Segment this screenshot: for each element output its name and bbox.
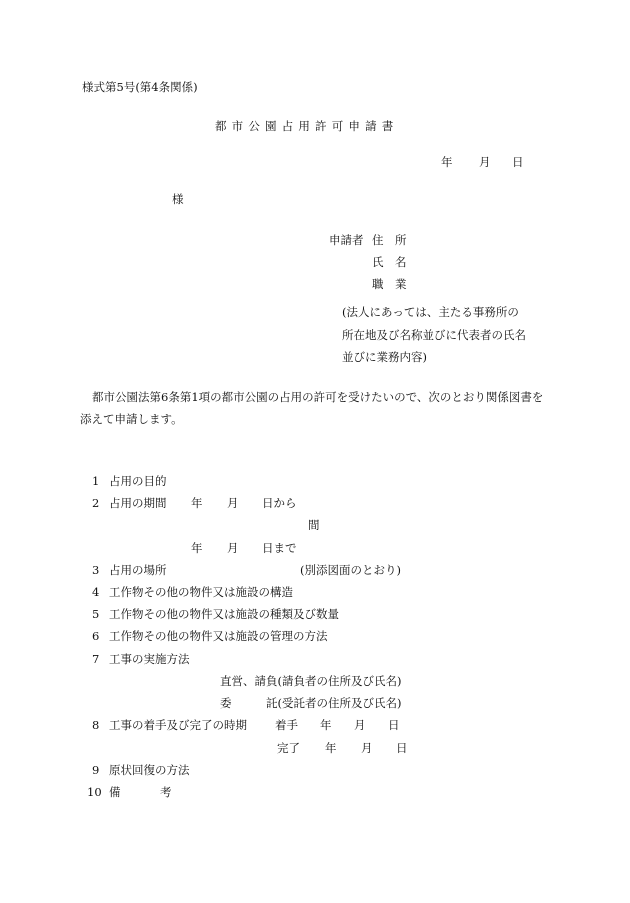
applicant-note-line1: (法人にあっては、主たる事務所の: [342, 305, 519, 319]
item-label-location: 占用の場所: [109, 563, 167, 577]
construction-option-entrust-a: 委: [220, 696, 232, 710]
addressee-honorific: 様: [172, 192, 184, 206]
schedule-end-label: 完了: [277, 741, 300, 755]
item-label-purpose: 占用の目的: [109, 474, 167, 488]
item-number: 9: [92, 763, 100, 777]
period-to-day: 日まで: [262, 541, 297, 555]
item-label-schedule: 工事の着手及び完了の時期: [109, 718, 247, 732]
schedule-start-label: 着手: [275, 718, 298, 732]
date-month: 月: [479, 155, 491, 169]
schedule-start-month: 月: [354, 718, 366, 732]
schedule-start-year: 年: [320, 718, 332, 732]
item-label-remarks-b: 考: [160, 785, 172, 799]
date-year: 年: [441, 155, 453, 169]
form-number: 様式第5号(第4条関係): [82, 80, 198, 94]
period-duration: 間: [308, 518, 320, 532]
schedule-end-year: 年: [325, 741, 337, 755]
item-label-remarks-a: 備: [109, 785, 121, 799]
period-from-year: 年: [191, 496, 203, 510]
item-label-management: 工作物その他の物件又は施設の管理の方法: [109, 629, 328, 643]
item-number: 1: [92, 474, 100, 488]
item-label-type-quantity: 工作物その他の物件又は施設の種類及び数量: [109, 607, 339, 621]
item-number: 3: [92, 563, 100, 577]
applicant-address-label: 住 所: [372, 233, 407, 247]
schedule-end-day: 日: [396, 741, 408, 755]
item-number: 7: [92, 652, 100, 666]
applicant-note-line3: 並びに業務内容): [342, 350, 427, 364]
item-label-construction-method: 工事の実施方法: [109, 652, 190, 666]
body-line2: 添えて申請します。: [80, 412, 183, 426]
applicant-occupation-label: 職 業: [372, 277, 407, 291]
location-note: (別添図面のとおり): [300, 563, 401, 577]
item-number: 5: [92, 607, 100, 621]
item-label-structure: 工作物その他の物件又は施設の構造: [109, 585, 293, 599]
applicant-note-line2: 所在地及び名称並びに代表者の氏名: [342, 328, 526, 342]
item-number: 8: [92, 718, 100, 732]
item-label-period: 占用の期間: [109, 496, 167, 510]
item-number: 2: [92, 496, 100, 510]
period-from-day: 日から: [262, 496, 297, 510]
period-to-year: 年: [191, 541, 203, 555]
period-to-month: 月: [227, 541, 239, 555]
item-number: 4: [92, 585, 100, 599]
body-line1: 都市公園法第6条第1項の都市公園の占用の許可を受けたいので、次のとおり関係図書を: [92, 390, 544, 404]
date-day: 日: [512, 155, 524, 169]
period-from-month: 月: [227, 496, 239, 510]
construction-option-direct-contract: 直営、請負(請負者の住所及び氏名): [220, 674, 402, 688]
construction-option-entrust-b: 託(受託者の住所及び氏名): [266, 696, 402, 710]
item-number: 6: [92, 629, 100, 643]
schedule-end-month: 月: [361, 741, 373, 755]
applicant-name-label: 氏 名: [372, 255, 407, 269]
document-title: 都市公園占用許可申請書: [215, 119, 399, 133]
schedule-start-day: 日: [388, 718, 400, 732]
applicant-label: 申請者: [329, 233, 364, 247]
item-label-restoration: 原状回復の方法: [109, 763, 190, 777]
item-number: 10: [87, 785, 102, 799]
